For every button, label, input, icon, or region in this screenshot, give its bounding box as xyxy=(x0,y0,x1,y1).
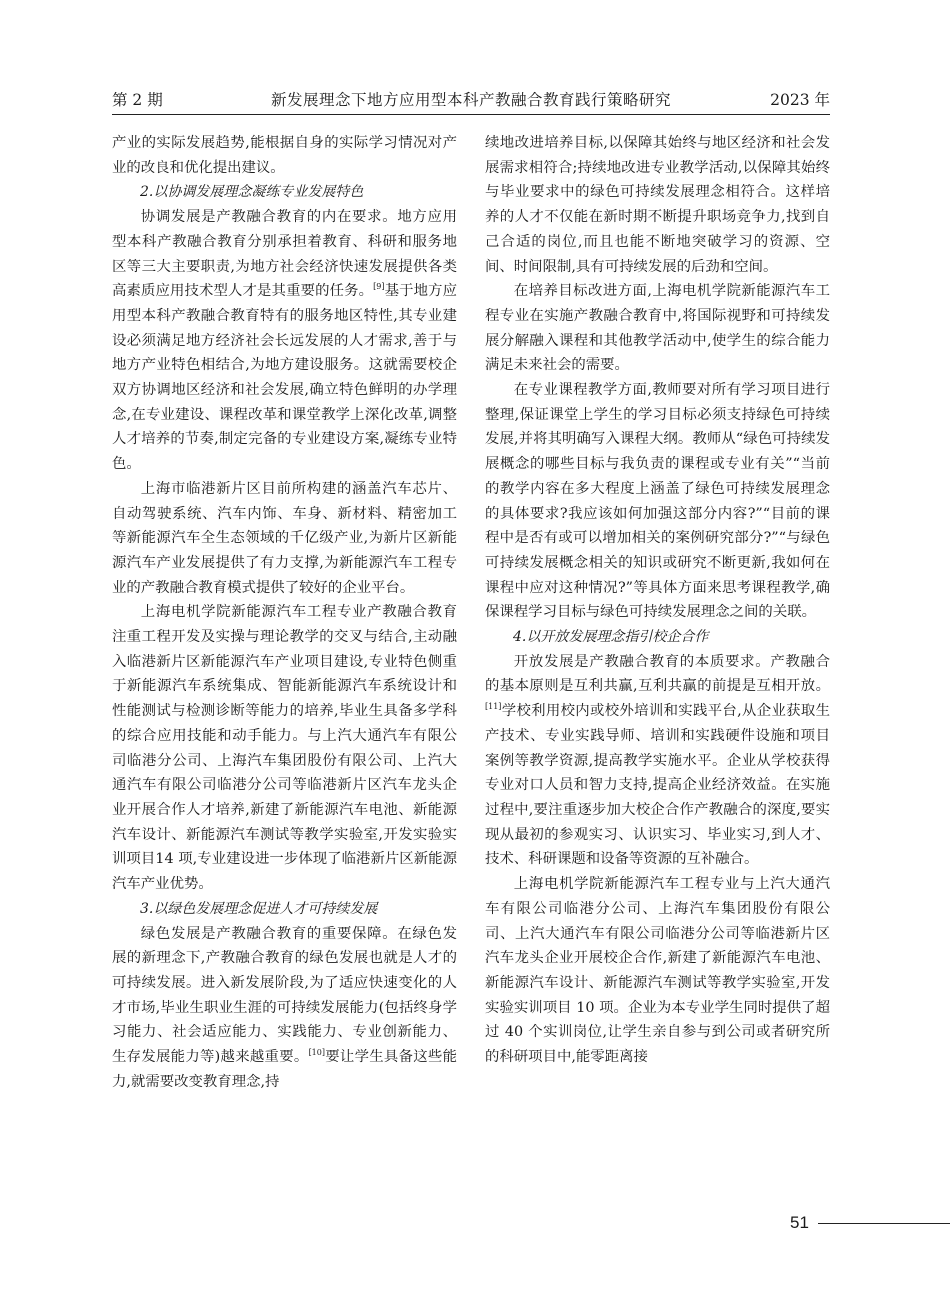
paragraph: 上海电机学院新能源汽车工程专业产教融合教育注重工程开发及实操与理论教学的交叉与结合,主动融入临港新片区新能源汽车产业项目建设,专业特色侧重于新能源汽车系统集成、智能新能源汽车系统设计和性能测试与检测诊断等能力的培养,毕业生具备多学科的综合应用技能和动手能力。与上汽大通汽车有限公司临港分公司、上海汽车集团股份有限公司、上汽大通汽车有限公司临港分公司等临港新片区汽车龙头企业开展合作人才培养,新建了新能源汽车电池、新能源汽车设计、新能源汽车测试等教学实验室,开发实验实训项目14 项,专业建设进一步体现了临港新片区新能源汽车产业优势。 xyxy=(112,604,457,893)
paragraph-text: 协调发展是产教融合教育的内在要求。地方应用型本科产教融合教育分别承担着教育、科研和服务地区等三大主要职责,为地方社会经济快速发展提供各类高素质应用技术型人才是其重要的任务。 xyxy=(112,209,457,300)
paragraph xyxy=(112,922,457,1095)
citation: [11] xyxy=(485,702,502,712)
paragraph xyxy=(112,205,457,477)
running-header xyxy=(112,88,830,112)
paragraph: 产业的实际发展趋势,能根据自身的实际学习情况对产业的改良和优化提出建议。 xyxy=(112,135,457,176)
page-number: 51 xyxy=(790,1213,809,1232)
paragraph: 在专业课程教学方面,教师要对所有学习项目进行整理,保证课堂上学生的学习目标必须支持绿色可持续发展,并将其明确写入课程大纲。教师从“绿色可持续发展概念的哪些目标与我负责的课程或专业有关”“当前的教学内容在多大程度上涵盖了绿色可持续发展理念的具体要求?我应该如何加强这部分内容?”“目前的课程中是否有或可以增加相关的案例研究部分?”“与绿色可持续发展概念相关的知识或研究不断更新,我如何在课程中应对这种情况?”等具体方面来思考课程教学,确保课程学习目标与绿色可持续发展理念之间的关联。 xyxy=(485,382,830,621)
citation: [9] xyxy=(373,282,385,292)
paragraph: 在培养目标改进方面,上海电机学院新能源汽车工程专业在实施产教融合教育中,将国际视野和可持续发展分解融入课程和其他教学活动中,使学生的综合能力满足未来社会的需要。 xyxy=(485,283,830,374)
paragraph-text: 绿色发展是产教融合教育的重要保障。在绿色发展的新理念下,产教融合教育的绿色发展也就是人才的可持续发展。进入新发展阶段,为了适应快速变化的人才市场,毕业生职业生涯的可持续发展能力(包括终身学习能力、社会适应能力、实践能力、专业创新能力、生存发展能力等)越来越重要。 xyxy=(112,925,457,1066)
header-rule xyxy=(112,114,830,115)
paragraph: 上海市临港新片区目前所构建的涵盖汽车芯片、自动驾驶系统、汽车内饰、车身、新材料、精密加工等新能源汽车全生态领域的千亿级产业,为新片区新能源汽车产业发展提供了有力支撑,为新能源汽车工程专业的产教融合教育模式提供了较好的企业平台。 xyxy=(112,480,457,596)
section-heading: 4.以开放发展理念指引校企合作 xyxy=(513,629,709,646)
paragraph xyxy=(485,650,830,872)
paragraph-text: 基于地方应用型本科产教融合教育特有的服务地区特性,其专业建设必须满足地方经济社会长远发展的人才需求,善于与地方产业特色相结合,为地方建设服务。这就需要校企双方协调地区经济和社会发展,确立特色鲜明的办学理念,在专业建设、课程改革和课堂教学上深化改革,调整人才培养的节奏,制定完备的专业建设方案,凝练专业特色。 xyxy=(112,283,457,473)
left-column xyxy=(112,131,457,1094)
section-heading: 2.以协调发展理念凝练专业发展特色 xyxy=(140,184,364,201)
paragraph-text: 学校利用校内或校外培训和实践平台,从企业获取生产技术、专业实践导师、培训和实践硬件设施和项目案例等教学资源,提高教学实施水平。企业从学校获得专业对口人员和智力支持,提高企业经济效益。在实施过程中,要注重逐步加大校企合作产教融合的深度,要实现从最初的参观实习、认识实习、毕业实习,到人才、技术、科研课题和设备等资源的互补融合。 xyxy=(485,703,830,868)
issue-number: 第 2 期 xyxy=(112,91,163,109)
page-number-rule xyxy=(818,1223,950,1224)
paragraph: 续地改进培养目标,以保障其始终与地区经济和社会发展需求相符合;持续地改进专业教学活动,以保障其始终与毕业要求中的绿色可持续发展理念相符合。这样培养的人才不仅能在新时期不断提升职场竞争力,找到自己合适的岗位,而且也能不断地突破学习的资源、空间、时间限制,具有可持续发展的后劲和空间。 xyxy=(485,135,830,275)
publication-year: 2023 年 xyxy=(770,91,830,109)
paragraph-text: 开放发展是产教融合教育的本质要求。产教融合的基本原则是互利共赢,互利共赢的前提是互相开放。 xyxy=(485,653,830,695)
section-heading: 3.以绿色发展理念促进人才可持续发展 xyxy=(140,900,378,917)
right-column xyxy=(485,131,830,1070)
article-title: 新发展理念下地方应用型本科产教融合教育践行策略研究 xyxy=(270,91,671,109)
paragraph: 上海电机学院新能源汽车工程专业与上汽大通汽车有限公司临港分公司、上海汽车集团股份有限公司、上汽大通汽车有限公司临港分公司等临港新片区汽车龙头企业开展校企合作,新建了新能源汽车电池、新能源汽车设计、新能源汽车测试等教学实验室,开发实验实训项目 10 项。企业为本专业学生同时提供了超过 40 个实训岗位,让学生亲自参与到公司或者研究所的科研项目中,能零距离接 xyxy=(485,876,830,1066)
paragraph-text: 要让学生具备这些能力,就需要改变教育理念,持 xyxy=(112,1049,457,1090)
citation: [10] xyxy=(308,1048,325,1058)
